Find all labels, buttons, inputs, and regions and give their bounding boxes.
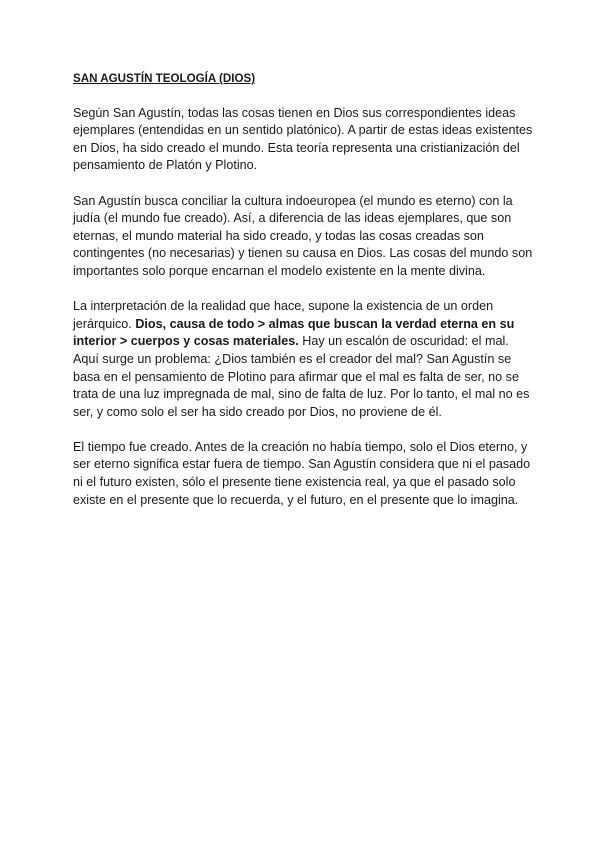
document-body — [73, 70, 535, 527]
paragraph-orden-jerarquico — [73, 298, 535, 421]
document-title: SAN AGUSTÍN TEOLOGÍA (DIOS) — [73, 72, 256, 85]
paragraph-creacion-mundo: San Agustín busca conciliar la cultura indoeuropea (el mundo es eterno) con la judía (el mundo fue creado). Así, a diferencia de las ideas ejemplares, que son eternas, el mundo material ha sido creado, y todas las cosas creadas son contingentes (no necesarias) y tienen su causa en Dios. Las cosas del mundo son importantes solo porque encarnan el modelo existente en la mente divina. — [73, 193, 533, 278]
paragraph-orden-intro: La interpretación de la realidad que hace, supone la existencia de un orden jerárquico. — [73, 299, 494, 331]
paragraph-problema-mal: Hay un escalón de oscuridad: el mal. Aquí surge un problema: ¿Dios también es el creador del mal? San Agustín se basa en el pensamiento de Plotino para afirmar que el mal es falta de ser, no se trata de una luz impregnada de mal, sino de falta de luz. Por lo tanto, el mal no es ser, y como solo el ser ha sido creado por Dios, no proviene de él. — [73, 334, 530, 419]
hierarchy-statement: Dios, causa de todo > almas que buscan la verdad eterna en su interior > cuerpos y cosas materiales. — [73, 316, 515, 349]
paragraph-tiempo: El tiempo fue creado. Antes de la creación no había tiempo, solo el Dios eterno, y ser eterno significa estar fuera de tiempo. San Agustín considera que ni el pasado ni el futuro existen, sólo el presente tiene existencia real, ya que el pasado solo existe en el presente que lo recuerda, y el futuro, en el presente que lo imagina. — [73, 439, 531, 507]
paragraph-ideas-ejemplares: Según San Agustín, todas las cosas tienen en Dios sus correspondientes ideas ejemplares (entendidas en un sentido platónico). A partir de estas ideas existentes en Dios, ha sido creado el mundo. Esta teoría representa una cristianización del pensamiento de Platón y Plotino. — [73, 105, 533, 173]
